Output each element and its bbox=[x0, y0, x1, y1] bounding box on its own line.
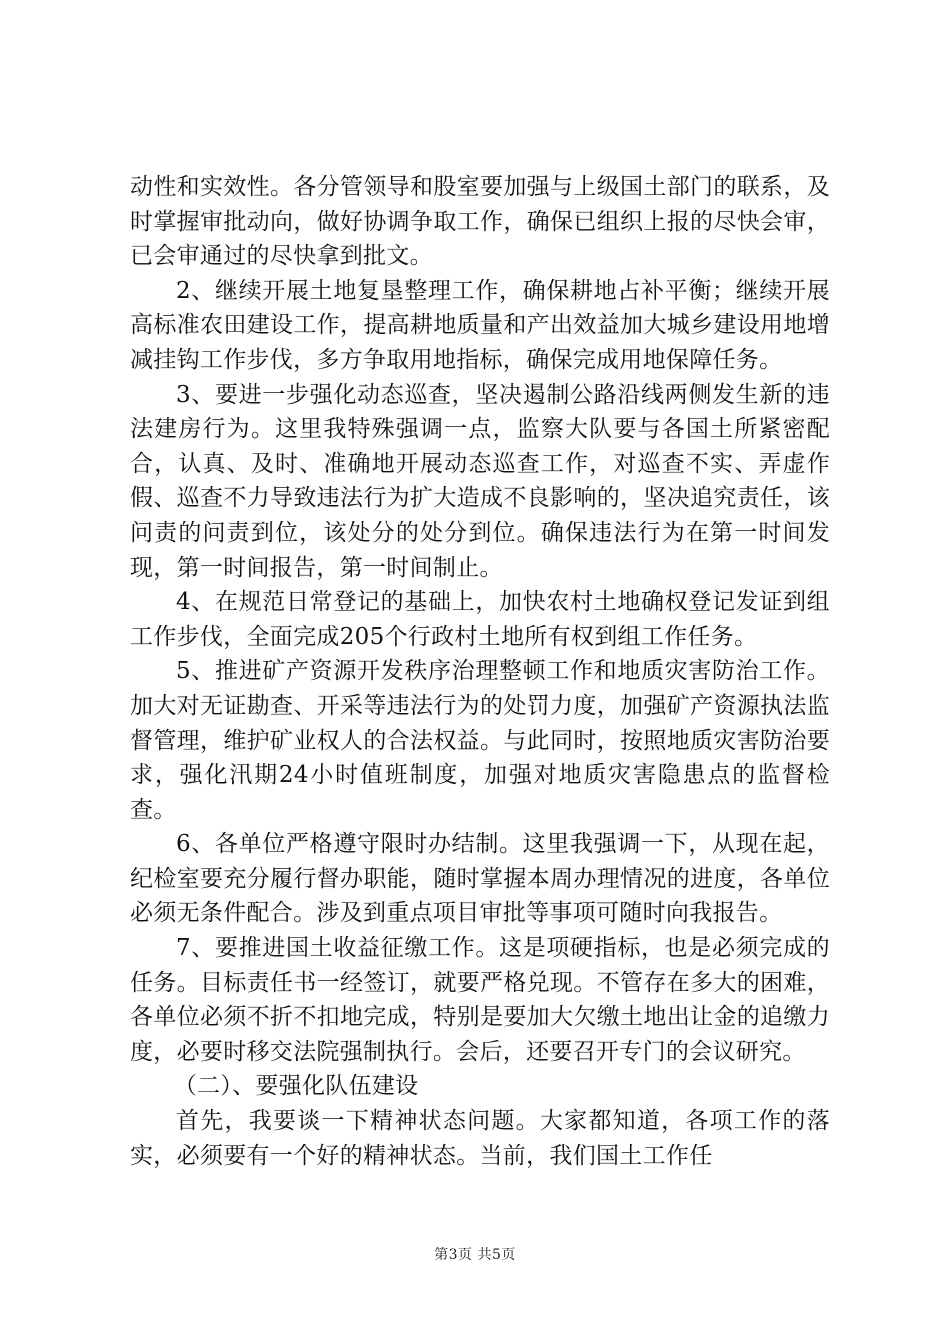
paragraph-item-6: 6、各单位严格遵守限时办结制。这里我强调一下，从现在起，纪检室要充分履行督办职能，随时掌握本周办理情况的进度，各单位必须无条件配合。涉及到重点项目审批等事项可随时向我报告。 bbox=[130, 831, 830, 927]
paragraph-item-5: 5、推进矿产资源开发秩序治理整顿工作和地质灾害防治工作。加大对无证勘查、开采等违法行为的处罚力度，加强矿产资源执法监督管理，维护矿业权人的合法权益。与此同时，按照地质灾害防治要求，强化汛期24小时值班制度，加强对地质灾害隐患点的监督检查。 bbox=[130, 658, 830, 823]
section-heading: （二）、要强化队伍建设 bbox=[173, 1073, 419, 1100]
paragraph-item-4: 4、在规范日常登记的基础上，加快农村土地确权登记发证到组工作步伐，全面完成205个行政村土地所有权到组工作任务。 bbox=[130, 589, 830, 650]
page-footer: 第3页 共5页 bbox=[434, 1247, 516, 1263]
paragraph-continuation: 动性和实效性。各分管领导和股室要加强与上级国土部门的联系，及时掌握审批动向，做好协调争取工作，确保已组织上报的尽快会审，已会审通过的尽快拿到批文。 bbox=[130, 174, 830, 270]
document-body bbox=[130, 170, 830, 1173]
paragraph-section-intro: 首先，我要谈一下精神状态问题。大家都知道，各项工作的落实，必须要有一个好的精神状态。当前，我们国土工作任 bbox=[130, 1108, 830, 1169]
paragraph-item-3: 3、要进一步强化动态巡查，坚决遏制公路沿线两侧发生新的违法建房行为。这里我特殊强调一点，监察大队要与各国土所紧密配合，认真、及时、准确地开展动态巡查工作，对巡查不实、弄虚作假、巡查不力导致违法行为扩大造成不良影响的，坚决追究责任，该问责的问责到位，该处分的处分到位。确保违法行为在第一时间发现，第一时间报告，第一时间制止。 bbox=[130, 381, 830, 581]
paragraph-item-7: 7、要推进国土收益征缴工作。这是项硬指标，也是必须完成的任务。目标责任书一经签订，就要严格兑现。不管存在多大的困难，各单位必须不折不扣地完成，特别是要加大欠缴土地出让金的追缴力度，必要时移交法院强制执行。会后，还要召开专门的会议研究。 bbox=[130, 935, 830, 1065]
paragraph-item-2: 2、继续开展土地复垦整理工作，确保耕地占补平衡；继续开展高标准农田建设工作，提高耕地质量和产出效益加大城乡建设用地增减挂钩工作步伐，多方争取用地指标，确保完成用地保障任务。 bbox=[130, 277, 830, 373]
